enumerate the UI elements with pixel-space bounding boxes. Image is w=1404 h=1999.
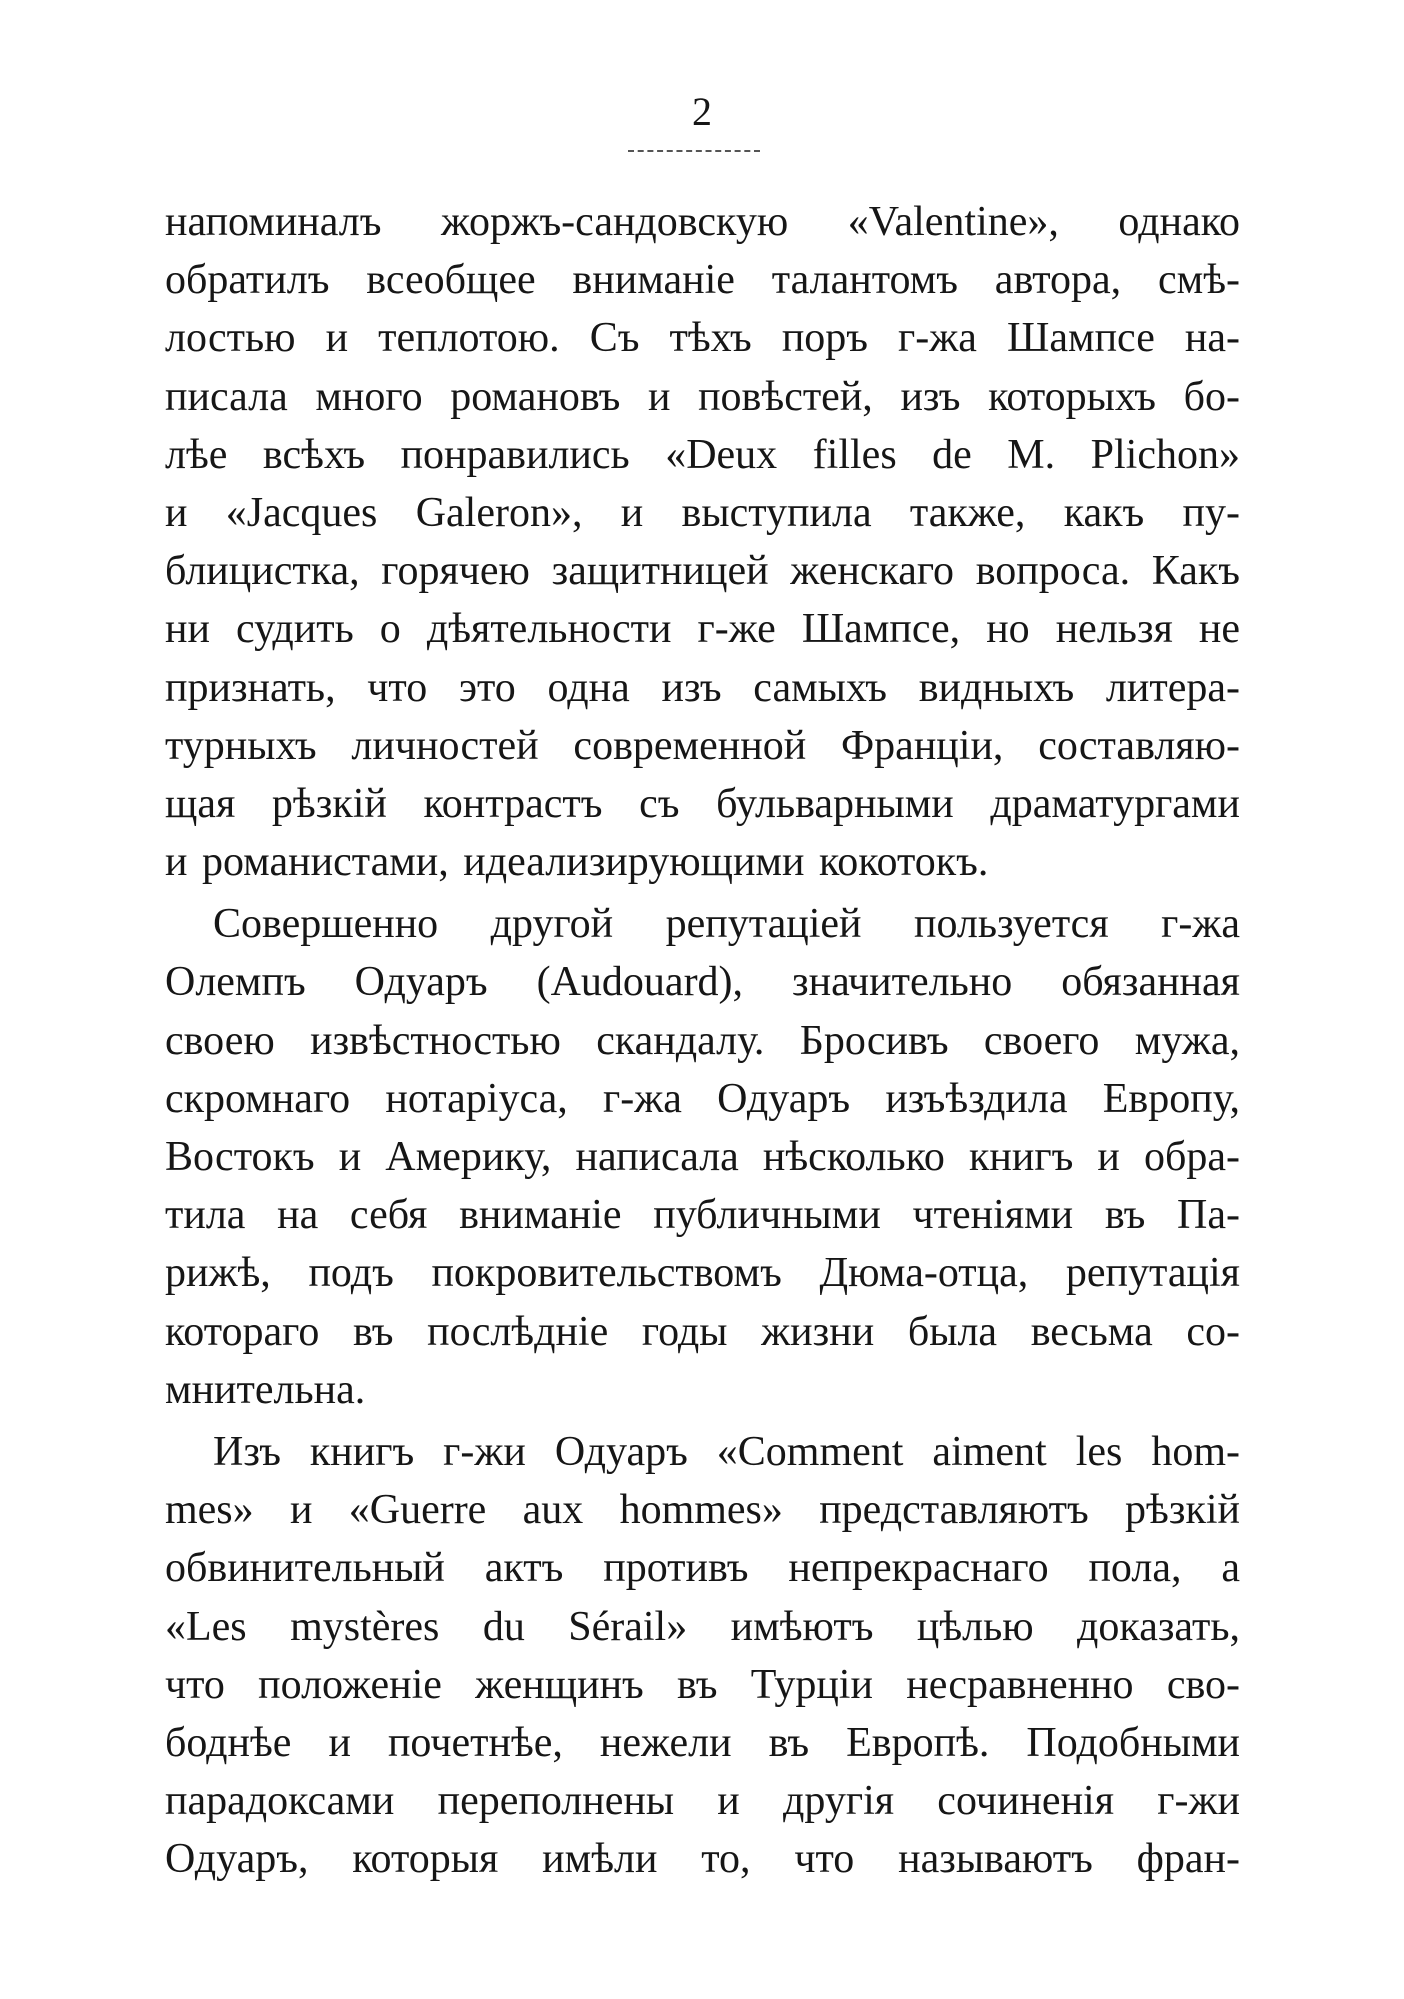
text-line: Олемпъ Одуаръ (Audouard), значительно обязанная	[165, 959, 1240, 1006]
text-line: своею извѣстностью скандалу. Бросивъ своего мужа,	[165, 1017, 1240, 1064]
text-line: признать, что это одна изъ самыхъ видныхъ литера-	[165, 664, 1240, 711]
text-line: рижѣ, подъ покровительствомъ Дюма-отца, репутація	[165, 1250, 1240, 1297]
paragraph-audouard	[165, 895, 1240, 1419]
text-line: Изъ книгъ г-жи Одуаръ «Comment aiment les hom-	[213, 1428, 1240, 1475]
text-line: Востокъ и Америку, написала нѣсколько книгъ и обра-	[165, 1134, 1240, 1180]
text-line: парадоксами переполнены и другія сочиненія г-жи	[165, 1778, 1240, 1825]
text-line: что положеніе женщинъ въ Турціи несравненно сво-	[165, 1661, 1240, 1708]
text-line: боднѣе и почетнѣе, нежели въ Европѣ. Подобными	[165, 1719, 1240, 1766]
header-rule	[628, 150, 760, 152]
text-line: и «Jacques Galeron», и выступила также, какъ пу-	[165, 489, 1240, 536]
text-line: писала много романовъ и повѣстей, изъ которыхъ бо-	[165, 373, 1240, 420]
text-line: щая рѣзкій контрастъ съ бульварными драматургами	[165, 780, 1240, 827]
text-line: ни судить о дѣятельности г-же Шампсе, но нельзя не	[165, 606, 1240, 653]
text-line: блицистка, горячею защитницей женскаго вопроса. Какъ	[165, 548, 1240, 595]
text-line: Одуаръ, которыя имѣли то, что называютъ фран-	[165, 1836, 1240, 1883]
text-line: турныхъ личностей современной Франціи, составляю-	[165, 722, 1240, 769]
paragraph-continuation	[165, 193, 1240, 891]
text-line: мнительна.	[165, 1366, 366, 1413]
text-line: Совершенно другой репутаціей пользуется г-жа	[213, 901, 1240, 948]
text-line: скромнаго нотаріуса, г-жа Одуаръ изъѣздила Европу,	[165, 1075, 1240, 1122]
text-line: обратилъ всеобщее вниманіе талантомъ автора, смѣ-	[165, 257, 1240, 304]
text-line: «Les mystères du Sérail» имѣютъ цѣлью доказать,	[165, 1603, 1240, 1650]
text-line: котораго въ послѣдніе годы жизни была весьма со-	[165, 1308, 1240, 1355]
text-line: обвинительный актъ противъ непрекраснаго пола, а	[165, 1545, 1240, 1592]
page-number: 2	[692, 89, 712, 134]
body-text	[165, 193, 1240, 1888]
text-line: mes» и «Guerre aux hommes» представляютъ рѣзкій	[165, 1487, 1240, 1534]
text-line: тила на себя вниманіе публичными чтеніями въ Па-	[165, 1192, 1240, 1239]
text-line: лѣе всѣхъ понравились «Deux filles de M. Plichon»	[165, 431, 1240, 478]
paragraph-books	[165, 1423, 1240, 1889]
text-line: и романистами, идеализирующими кокотокъ.	[165, 839, 989, 886]
text-line: напоминалъ жоржъ-сандовскую «Valentine», однако	[165, 199, 1240, 245]
text-line: лостью и теплотою. Съ тѣхъ поръ г-жа Шампсе на-	[165, 315, 1240, 362]
